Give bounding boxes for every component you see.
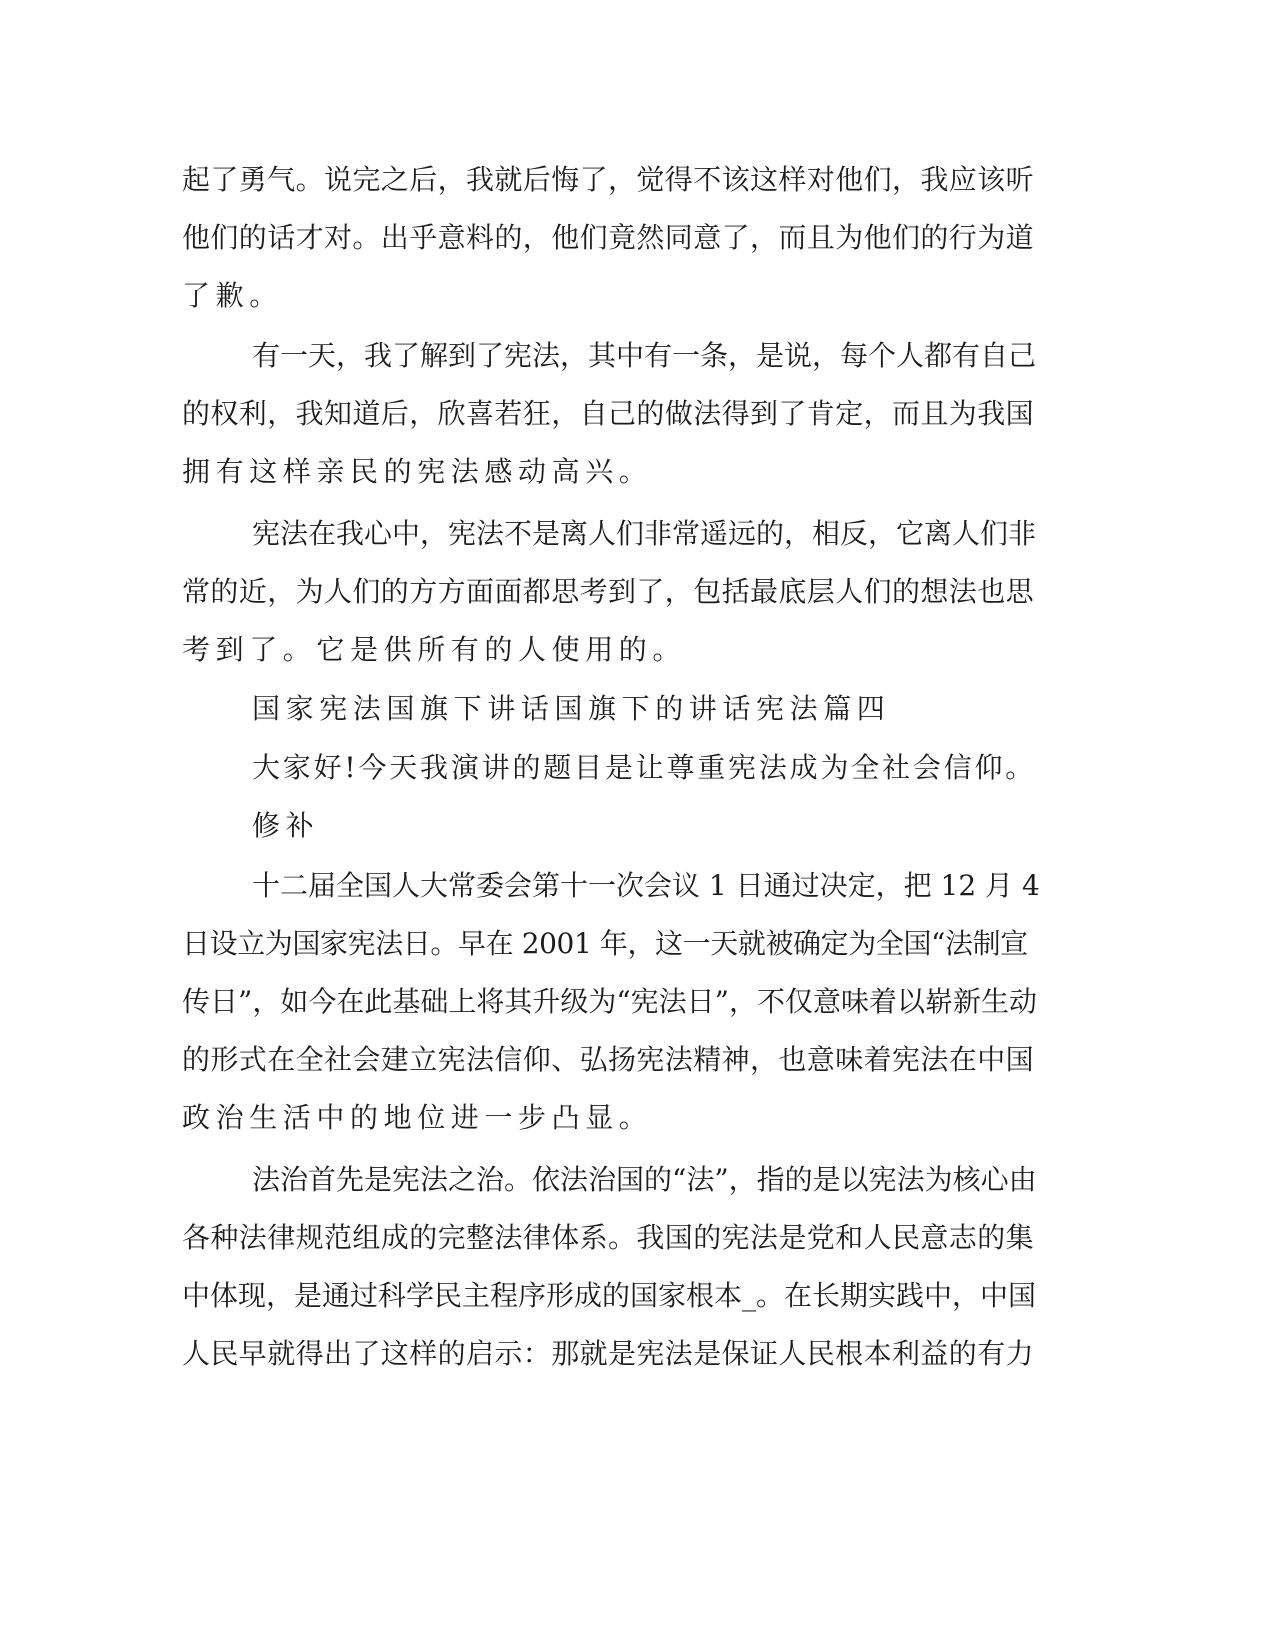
text-line: 起了勇气。说完之后，我就后悔了，觉得不该这样对他们，我应该听 [182, 163, 1035, 196]
text-line: 各种法律规范组成的完整法律体系。我国的宪法是党和人民意志的集 [182, 1221, 1035, 1254]
text-line: 有一天，我了解到了宪法，其中有一条，是说，每个人都有自己 [252, 339, 1037, 372]
text-line: 日设立为国家宪法日。早在 2001 年，这一天就被确定为全国“法制宣 [182, 927, 1028, 960]
text-line: 修补 [252, 809, 320, 842]
text-line: 考到了。它是供所有的人使用的。 [182, 633, 687, 666]
text-line: 常的近，为人们的方方面面都思考到了，包括最底层人们的想法也思 [182, 575, 1035, 608]
text-line: 大家好!今天我演讲的题目是让尊重宪法成为全社会信仰。 [252, 751, 1037, 784]
text-line: 拥有这样亲民的宪法感动高兴。 [182, 455, 653, 488]
text-line: 中体现，是通过科学民主程序形成的国家根本_。在长期实践中，中国 [182, 1279, 1037, 1312]
text-line: 十二届全国人大常委会第十一次会议 1 日通过决定，把 12 月 4 [252, 869, 1040, 902]
text-line: 政治生活中的地位进一步凸显。 [182, 1101, 653, 1134]
text-line: 的形式在全社会建立宪法信仰、弘扬宪法精神，也意味着宪法在中国 [182, 1043, 1035, 1076]
text-line: 人民早就得出了这样的启示：那就是宪法是保证人民根本利益的有力 [182, 1337, 1035, 1370]
text-line: 了歉。 [182, 279, 283, 312]
text-line: 他们的话才对。出乎意料的，他们竟然同意了，而且为他们的行为道 [182, 221, 1035, 254]
text-line: 的权利，我知道后，欣喜若狂，自己的做法得到了肯定，而且为我国 [182, 397, 1035, 430]
text-line: 法治首先是宪法之治。依法治国的“法”，指的是以宪法为核心由 [252, 1163, 1037, 1196]
text-line: 宪法在我心中，宪法不是离人们非常遥远的，相反，它离人们非 [252, 517, 1037, 550]
text-line: 传日”，如今在此基础上将其升级为“宪法日”，不仅意味着以崭新生动 [182, 985, 1037, 1018]
section-heading: 国家宪法国旗下讲话国旗下的讲话宪法篇四 [252, 692, 891, 725]
